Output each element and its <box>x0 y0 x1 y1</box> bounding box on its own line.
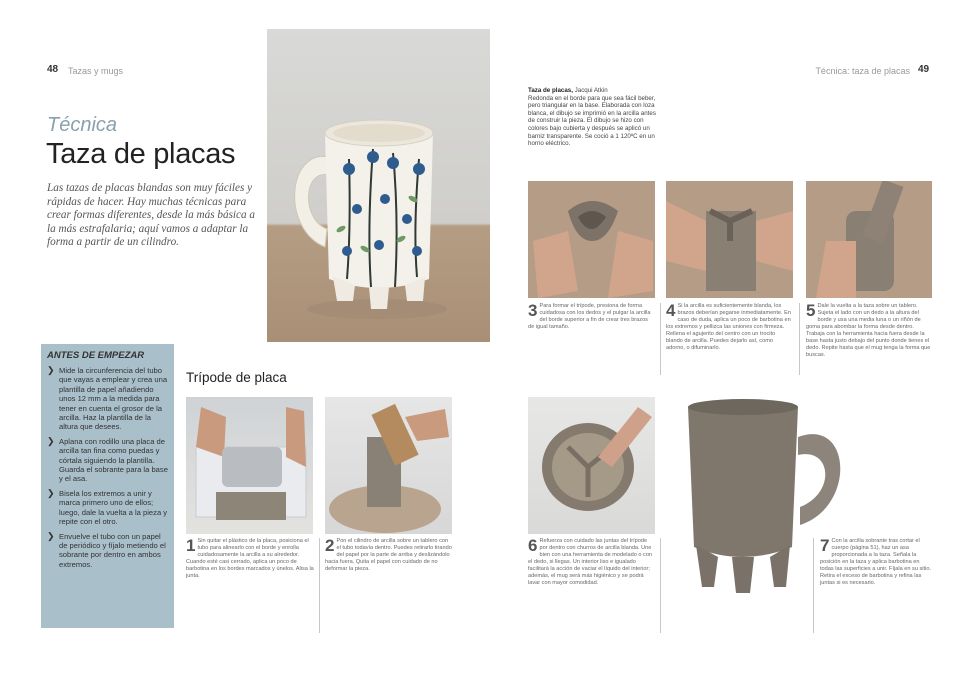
step-7-caption: 7 Con la arcilla sobrante tras cortar el cuerpo (página 51), haz un asa proporcionada a la taza. Señala la posición en la taza y aplica barbotina en todas las superficies a unir. Fíjala en su sitio. Retira el exceso de barbotina y refina las juntas si es necesario. <box>820 536 931 586</box>
finished-mug-photo <box>267 29 490 342</box>
mug-caption-author: Jacqui Atkin <box>572 87 608 94</box>
reinforcing-joints-illustration <box>528 397 655 534</box>
step-number: 4 <box>666 301 676 320</box>
column-divider <box>660 303 661 375</box>
step-3-caption: 3 Para formar el trípode, presiona de forma cuidadosa con los dedos y el pulgar la arcilla del borde superior a fin de crear tres brazos de igual tamaño. <box>528 301 651 330</box>
hands-rolling-slab-illustration <box>186 397 313 534</box>
section-title: Trípode de placa <box>186 370 287 385</box>
chevron-right-icon: ❯ <box>47 365 55 375</box>
mug-caption-name: Taza de placas, <box>528 87 573 94</box>
column-divider <box>813 538 814 633</box>
column-divider <box>660 538 661 633</box>
chevron-right-icon: ❯ <box>47 530 55 541</box>
step-number: 6 <box>528 536 538 555</box>
step-number: 3 <box>528 301 538 320</box>
step-6-photo <box>528 397 655 534</box>
column-divider <box>799 303 800 375</box>
chevron-right-icon: ❯ <box>47 435 55 446</box>
step-1-caption: 1 Sin quitar el plástico de la placa, posiciona el tubo para alinearlo con el borde y enrolla cuidadosamente la arcilla a su alrededor. Cuando esté casi cerrado, aplica un poco de barbotina en los bordes marcados y únelos. Alisa la junta. <box>186 536 314 579</box>
finished-mug-caption <box>528 87 656 148</box>
step-2-caption: 2 Pon el cilindro de arcilla sobre un tablero con el tubo todavía dentro. Puedes retirarlo tirando del papel por la parte de arriba y deslizándolo hacia fuera. Quita el papel con cuidado de no deformar la pieza. <box>325 536 452 572</box>
before-box-item: ❯ Envuelve el tubo con un papel de periódico y fíjalo metiendo el sobrante por dentro en ambos extremos. <box>47 530 166 569</box>
before-box-item: ❯ Aplana con rodillo una placa de arcilla tan fina como puedas y córtala siguiendo la plantilla. Guarda el sobrante para la base y el asa. <box>47 435 168 484</box>
shaping-with-rib-illustration <box>806 181 932 298</box>
step-5-caption: 5 Dale la vuelta a la taza sobre un tablero. Sujeta el lado con un dedo a la altura del borde y usa una media luna o un riñón de goma para abombar la forma desde dentro. Trabaja con la herramienta hacia fuera desde la base hasta justo debajo del punto donde tienes el dedo. Repite hasta que el mug tenga la forma que buscas. <box>806 301 931 358</box>
clay-cylinder-on-board-illustration <box>325 397 452 534</box>
step-number: 2 <box>325 536 335 555</box>
step-1-photo <box>186 397 313 534</box>
step-4-photo <box>666 181 793 298</box>
section-label-right: Técnica: taza de placas <box>815 66 910 76</box>
step-3-photo <box>528 181 655 298</box>
page-number-left: 48 <box>47 64 59 75</box>
step-number: 1 <box>186 536 196 555</box>
pinching-tripod-illustration <box>528 181 655 298</box>
column-divider <box>319 538 320 633</box>
step-5-photo <box>806 181 932 298</box>
step-4-caption: 4 Si la arcilla es suficientemente blanda, los brazos deberían pegarse inmediatamente. En caso de duda, aplica un poco de barbotina en los extremos y pellizca las uniones con firmeza. Rellena el agujerito del centro con un trocito blando de arcilla. Puedes dejarlo así, como adorno, o difuminarlo. <box>666 301 791 351</box>
mug-caption-text: Redonda en el borde para que sea fácil beber, pero triangular en la base. Elaborada con loza blanca, el dibujo se imprimió en la arcilla antes de construir la pieza. El dibujo se hizo con colores bajo cubierta y después se aplicó un barniz transparente. Se coció a 1 120ºC en un horno eléctrico. <box>528 94 656 148</box>
chevron-right-icon: ❯ <box>47 487 55 498</box>
before-box-title: ANTES DE EMPEZAR <box>47 350 145 361</box>
printed-mug-illustration <box>267 29 490 342</box>
before-you-start-box <box>41 344 174 628</box>
intro-lead: Las tazas de placas blandas son muy fáciles y rápidas de hacer. Hay muchas técnicas para crear formas diferentes, desde la más básica a la más estrafalaria; aquí vamos a adaptar la forma a partir de un cilindro. <box>47 182 255 248</box>
step-number: 7 <box>820 536 830 555</box>
before-box-list <box>45 366 171 574</box>
before-box-item: ❯ Bisela los extremos a unir y marca primero uno de ellos; luego, dale la vuelta a la pieza y repite con el otro. <box>47 487 168 527</box>
before-box-item: ❯ Mide la circunferencia del tubo que vayas a emplear y crea una plantilla de papel añadiendo unos 12 mm a la medida para tener en cuenta el grosor de la arcilla. Haz la plantilla de la altura que desees. <box>47 365 168 432</box>
step-2-photo <box>325 397 452 534</box>
page-number-right: 49 <box>918 64 930 75</box>
step-6-caption: 6 Refuerza con cuidado las juntas del trípode por dentro con churros de arcilla blanda. Une bien con una herramienta de modelado o con el dedo, si llegas. Un interior liso e igualado facilitará la acción de vaciar el líquido del interior; además, el mug será más higiénico y se podrá lavar con mayor comodidad. <box>528 536 653 586</box>
section-label-left: Tazas y mugs <box>68 66 124 76</box>
step-number: 5 <box>806 301 816 320</box>
technique-kicker: Técnica <box>47 114 118 136</box>
page-title: Taza de placas <box>46 138 236 170</box>
joining-arms-illustration <box>666 181 793 298</box>
